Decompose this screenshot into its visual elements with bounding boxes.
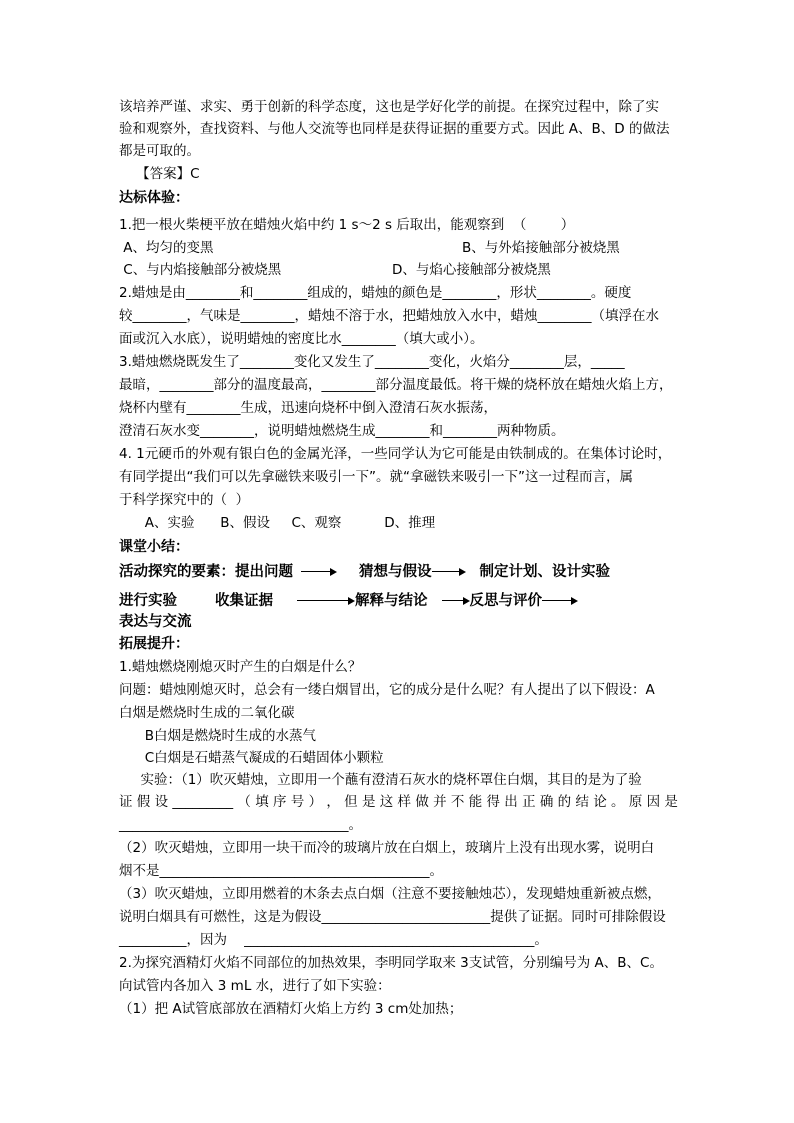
flow-step: 活动探究的要素：提出问题 — [119, 564, 293, 580]
text-line: 有同学提出“我们可以先拿磁铁来吸引一下”。就“拿磁铁来吸引一下”这一过程而言，属 — [119, 469, 633, 485]
text-line: 验和观察外，查找资料、与他人交流等也同样是获得证据的重要方式。因此 A、B、D 的做法 — [119, 121, 670, 137]
text-line: __________，因为 ___________________________________________。 — [119, 932, 548, 948]
flow-step: 解释与结论 — [355, 593, 428, 609]
text-line: 说明白烟具有可燃性，这是为假设_________________________提供了证据。同时可排除假设 — [119, 909, 666, 925]
text-line: 证 假 设 _________ （ 填 序 号 ） ， 但 是 这 样 做 并 不 能 得 出 正 确 的 结 论 。 原 因 是 — [119, 794, 678, 810]
text-line: 于科学探究中的（ ） — [119, 492, 250, 508]
question-4: 4. 1元硬币的外观有银白色的金属光泽，一些同学认为它可能是由铁制成的。在集体讨论时， — [119, 446, 672, 462]
arrow-icon — [432, 568, 466, 576]
flow-step: 反思与评价 — [469, 593, 542, 609]
text-line: 向试管内各加入 3 mL 水，进行了如下实验： — [119, 978, 391, 994]
arrow-icon — [542, 597, 578, 605]
text-line: B白烟是燃烧时生成的水蒸气 — [119, 728, 317, 744]
section-heading-summary: 课堂小结： — [119, 539, 189, 555]
text-line: 最暗，________部分的温度最高，________部分温度最低。将干燥的烧杯放在蜡烛火焰上方， — [119, 377, 673, 393]
text-line: （3）吹灭蜡烛，立即用燃着的木条去点白烟（注意不要接触烛芯），发现蜡烛重新被点燃， — [119, 886, 661, 902]
text-line: 该培养严谨、求实、勇于创新的科学态度，这也是学好化学的前提。在探究过程中，除了实 — [119, 99, 659, 115]
text-line: 澄清石灰水变________，说明蜡烛燃烧生成________和________两种物质。 — [119, 423, 565, 439]
question-2: 2.蜡烛是由________和________组成的，蜡烛的颜色是________，形状________。硬度 — [119, 285, 632, 301]
text-line: __________________________________。 — [119, 817, 362, 833]
flow-row-3: 表达与交流 — [119, 614, 192, 630]
text-line: 烟不是________________________________________。 — [119, 863, 443, 879]
text-line: 都是可取的。 — [119, 143, 200, 159]
flow-step: 进行实验 — [119, 593, 177, 609]
section-heading-extension: 拓展提升： — [119, 636, 189, 652]
text-line: （2）吹灭蜡烛，立即用一块干而冷的玻璃片放在白烟上，玻璃片上没有出现水雾，说明白 — [119, 840, 655, 856]
flow-row-2 — [119, 590, 578, 612]
text-line: 面或沉入水底），说明蜡烛的密度比水________（填大或小）。 — [119, 331, 484, 347]
extension-question-2: 2.为探究酒精灯火焰不同部位的加热效果，李明同学取来 3支试管，分别编号为 A、B、C。 — [119, 955, 663, 971]
text-line: 白烟是燃烧时生成的二氧化碳 — [119, 705, 295, 721]
option-a: A、均匀的变黑 — [119, 240, 214, 256]
flow-step: 收集证据 — [215, 593, 273, 609]
section-heading-practice: 达标体验： — [119, 190, 189, 206]
option-d: D、与焰心接触部分被烧黑 — [392, 262, 551, 278]
flow-row-1 — [119, 561, 610, 583]
text-line: （1）把 A试管底部放在酒精灯火焰上方约 3 cm处加热； — [119, 1001, 463, 1017]
question-1: 1.把一根火柴梗平放在蜡烛火焰中约 1 s～2 s 后取出，能观察到 （ ） — [119, 217, 575, 233]
text-line: 烧杯内壁有________生成，迅速向烧杯中倒入澄清石灰水振荡， — [119, 400, 497, 416]
text-line: C白烟是石蜡蒸气凝成的石蜡固体小颗粒 — [119, 750, 384, 766]
arrow-icon — [301, 568, 337, 576]
arrow-icon — [442, 597, 470, 605]
flow-step: 猜想与假设 — [359, 564, 432, 580]
flow-step: 制定计划、设计实验 — [479, 564, 610, 580]
text-line: 较________，气味是________，蜡烛不溶于水，把蜡烛放入水中，蜡烛________（填浮在水 — [119, 308, 659, 324]
question-4-options: A、实验 B、假设 C、观察 D、推理 — [119, 515, 436, 531]
arrow-icon — [297, 597, 355, 605]
extension-question-1: 1.蜡烛燃烧刚熄灭时产生的白烟是什么？ — [119, 659, 362, 675]
option-b: B、与外焰接触部分被烧黑 — [462, 240, 620, 256]
option-c: C、与内焰接触部分被烧黑 — [119, 262, 282, 278]
answer-line: 【答案】C — [119, 166, 200, 182]
text-line: 问题：蜡烛刚熄灭时，总会有一缕白烟冒出，它的成分是什么呢？有人提出了以下假设：A — [119, 682, 655, 698]
question-3: 3.蜡烛燃烧既发生了________变化又发生了________变化，火焰分________层，_____ — [119, 354, 625, 370]
text-line: 实验：（1）吹灭蜡烛，立即用一个蘸有澄清石灰水的烧杯罩住白烟，其目的是为了验 — [119, 772, 642, 788]
